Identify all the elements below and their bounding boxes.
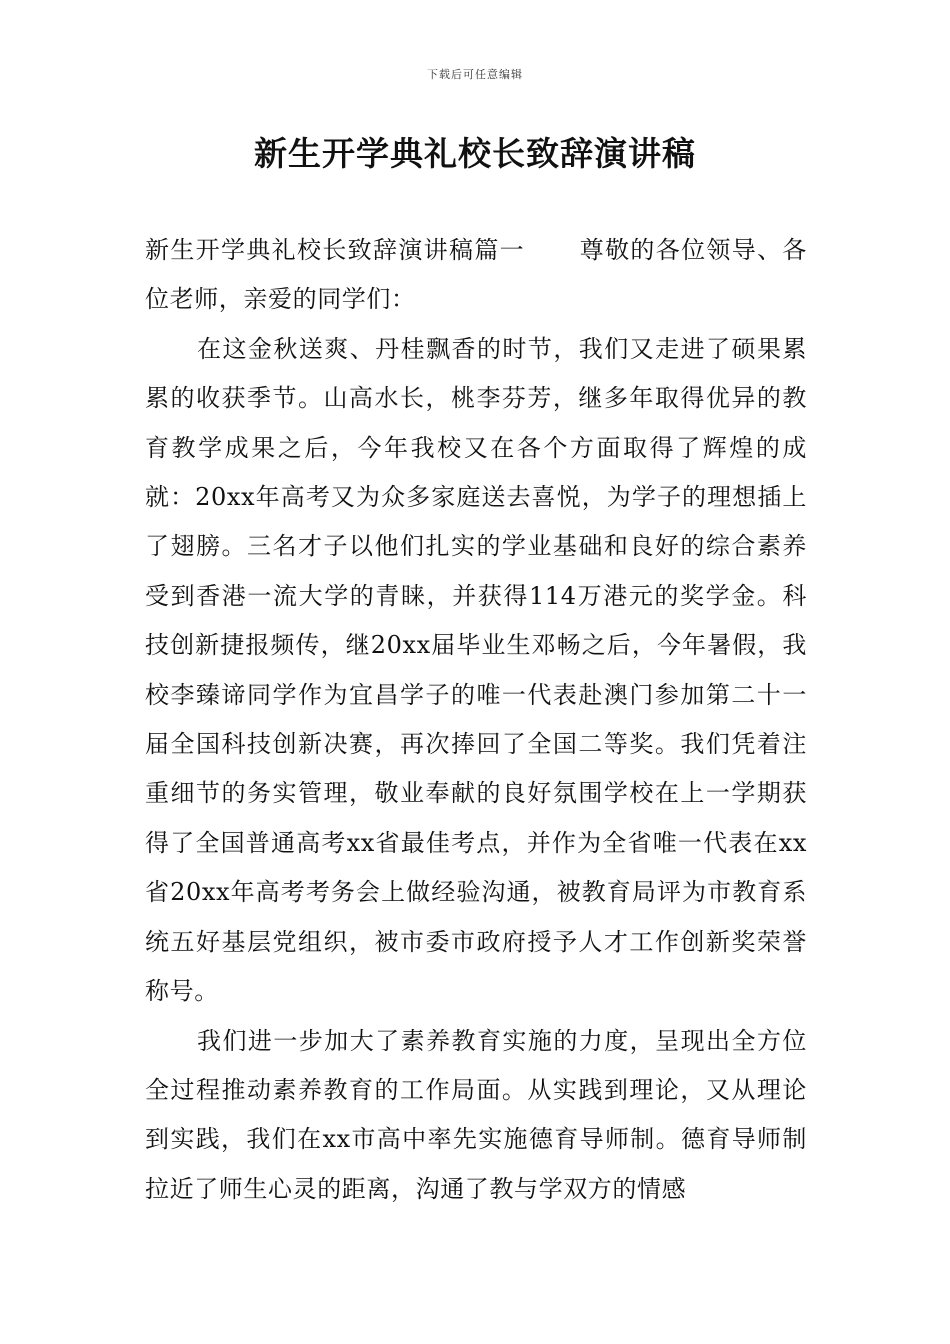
document-body [145, 226, 807, 1214]
document-title: 新生开学典礼校长致辞演讲稿 [254, 134, 696, 173]
section-label: 新生开学典礼校长致辞演讲稿篇一 [145, 236, 525, 264]
body-paragraph-1: 在这金秋送爽、丹桂飘香的时节，我们又走进了硕果累累的收获季节。山高水长，桃李芬芳，继多年取得优异的教育教学成果之后，今年我校又在各个方面取得了辉煌的成就：20xx年高考又为众多家庭送去喜悦，为学子的理想插上了翅膀。三名才子以他们扎实的学业基础和良好的综合素养受到香港一流大学的青睐，并获得114万港元的奖学金。科技创新捷报频传，继20xx届毕业生邓畅之后，今年暑假，我校李臻谛同学作为宜昌学子的唯一代表赴澳门参加第二十一届全国科技创新决赛，再次捧回了全国二等奖。我们凭着注重细节的务实管理，敬业奉献的良好氛围学校在上一学期获得了全国普通高考xx省最佳考点，并作为全省唯一代表在xx省20xx年高考考务会上做经验沟通，被教育局评为市教育系统五好基层党组织，被市委市政府授予人才工作创新奖荣誉称号。 [145, 334, 807, 1006]
header-note: 下载后可任意编辑 [427, 68, 523, 81]
greeting: 尊敬的各位领导、各位老师，亲爱的同学们： [145, 236, 807, 314]
intro-paragraph [145, 226, 807, 325]
body-paragraph-2: 我们进一步加大了素养教育实施的力度，呈现出全方位全过程推动素养教育的工作局面。从实践到理论，又从理论到实践，我们在xx市高中率先实施德育导师制。德育导师制拉近了师生心灵的距离，沟通了教与学双方的情感 [145, 1026, 807, 1203]
